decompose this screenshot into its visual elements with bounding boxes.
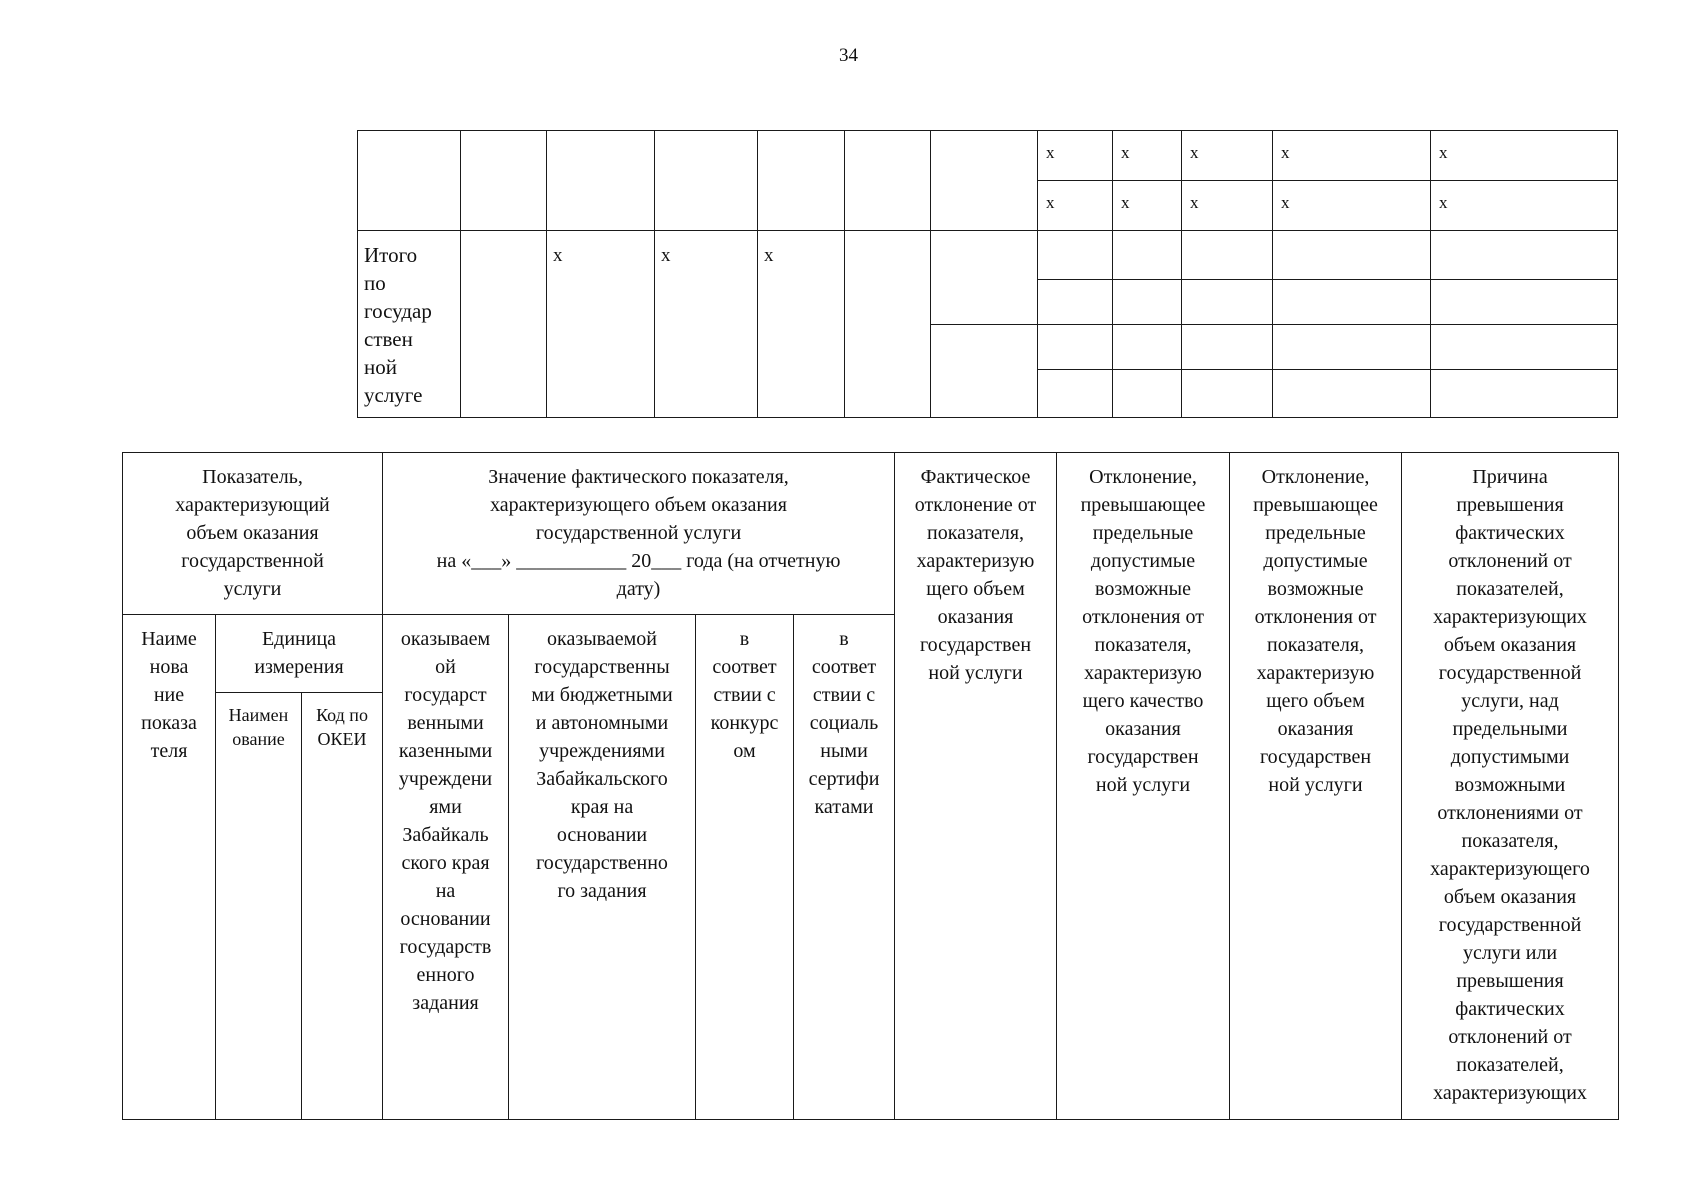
cell bbox=[1038, 325, 1113, 370]
cell bbox=[1182, 370, 1273, 418]
x-mark: x bbox=[1431, 181, 1618, 231]
total-label: Итого по государ ствен ной услуге bbox=[358, 231, 461, 418]
header-reason: Причина превышения фактических отклонений от показателей, характеризующих объем оказания государственной услуги, над предельными допустимыми возможными отклонениями от показателя, характеризующего объем оказания государственной услуги или превышения фактических отклонений от показателей, характеризующих bbox=[1402, 453, 1619, 1120]
cell bbox=[1113, 280, 1182, 325]
cell bbox=[1431, 280, 1618, 325]
subheader-budget: оказываемой государственны ми бюджетными и автономными учреждениями Забайкальского края на основании государственно го задания bbox=[509, 615, 696, 1120]
cell bbox=[1182, 280, 1273, 325]
cell bbox=[1273, 370, 1431, 418]
cell bbox=[758, 131, 845, 231]
x-mark: x bbox=[1113, 131, 1182, 181]
page-number: 34 bbox=[839, 45, 858, 66]
cell bbox=[845, 131, 931, 231]
x-mark: x bbox=[1113, 181, 1182, 231]
x-mark: x bbox=[1182, 131, 1273, 181]
subheader-contest: в соответ ствии с конкурс ом bbox=[696, 615, 794, 1120]
cell bbox=[1182, 325, 1273, 370]
cell bbox=[1038, 370, 1113, 418]
cell bbox=[1113, 370, 1182, 418]
cell bbox=[461, 231, 547, 418]
cell bbox=[1431, 231, 1618, 280]
cell bbox=[547, 131, 655, 231]
x-mark: x bbox=[1431, 131, 1618, 181]
subheader-indicator-name: Наиме нова ние показа теля bbox=[123, 615, 216, 1120]
x-mark: x bbox=[1273, 131, 1431, 181]
x-mark: x bbox=[547, 231, 655, 418]
header-value: Значение фактического показателя, характеризующего объем оказания государственной услуги на «___» ___________ 20___ года (на отчетную дату) bbox=[383, 453, 895, 615]
subheader-kazennye: оказываем ой государст венными казенными учреждени ями Забайкаль ского края на основании государств енного задания bbox=[383, 615, 509, 1120]
header-actual-deviation: Фактическое отклонение от показателя, характеризую щего объем оказания государствен ной услуги bbox=[895, 453, 1057, 1120]
cell bbox=[1038, 231, 1113, 280]
cell bbox=[1431, 370, 1618, 418]
cell bbox=[1182, 231, 1273, 280]
x-mark: x bbox=[758, 231, 845, 418]
cell bbox=[1273, 280, 1431, 325]
x-mark: x bbox=[655, 231, 758, 418]
cell bbox=[1113, 325, 1182, 370]
subheader-unit: Единица измерения bbox=[216, 615, 383, 693]
cell bbox=[1431, 325, 1618, 370]
indicator-table bbox=[122, 452, 1619, 1120]
cell bbox=[931, 325, 1038, 418]
header-indicator: Показатель, характеризующий объем оказания государственной услуги bbox=[123, 453, 383, 615]
cell bbox=[845, 231, 931, 418]
cell bbox=[1273, 231, 1431, 280]
subheader-unit-name: Наимен ование bbox=[216, 693, 302, 1120]
cell bbox=[1113, 231, 1182, 280]
cell bbox=[931, 231, 1038, 325]
cell bbox=[1273, 325, 1431, 370]
x-mark: x bbox=[1273, 181, 1431, 231]
subheader-unit-okei: Код по ОКЕИ bbox=[302, 693, 383, 1120]
x-mark: x bbox=[1038, 181, 1113, 231]
header-deviation-volume: Отклонение, превышающее предельные допустимые возможные отклонения от показателя, характеризую щего объем оказания государствен ной услуги bbox=[1230, 453, 1402, 1120]
x-mark: x bbox=[1182, 181, 1273, 231]
cell bbox=[1038, 280, 1113, 325]
subheader-certificates: в соответ ствии с социаль ными сертифи катами bbox=[794, 615, 895, 1120]
totals-table bbox=[357, 130, 1618, 418]
cell bbox=[655, 131, 758, 231]
cell bbox=[931, 131, 1038, 231]
cell bbox=[461, 131, 547, 231]
x-mark: x bbox=[1038, 131, 1113, 181]
header-deviation-quality: Отклонение, превышающее предельные допустимые возможные отклонения от показателя, характеризую щего качество оказания государствен ной услуги bbox=[1057, 453, 1230, 1120]
cell bbox=[358, 131, 461, 231]
